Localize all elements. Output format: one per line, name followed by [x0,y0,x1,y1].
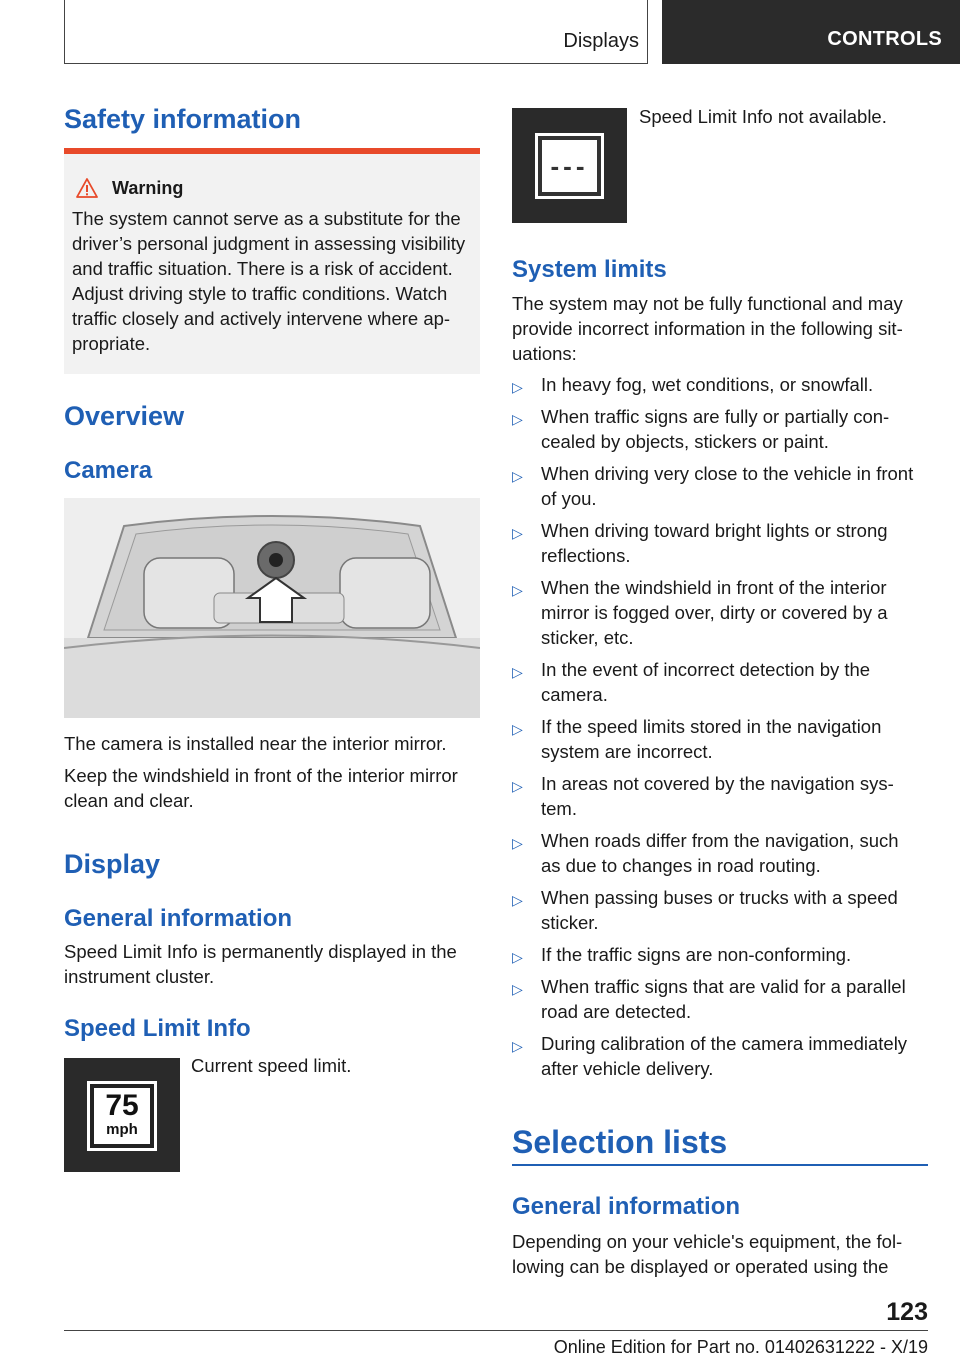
warning-line: The system cannot serve as a substitute for the [72,208,461,229]
system-limits-intro [512,291,932,366]
bullet-triangle-icon: ▷ [512,411,523,427]
system-limits-list [512,372,932,1088]
bullet-triangle-icon: ▷ [512,582,523,598]
header-chapter-tab [662,0,960,64]
list-item: ▷ When traffic signs that are valid for a parallel road are detected. [512,976,906,1022]
system-limits-line: uations: [512,343,577,364]
bullet-triangle-icon: ▷ [512,1038,523,1054]
bullet-triangle-icon: ▷ [512,778,523,794]
right-general-information-line: Depending on your vehicle's equipment, the fol‐ [512,1231,903,1252]
bullet-triangle-icon: ▷ [512,835,523,851]
warning-text [72,206,476,356]
page-number: 123 [886,1298,928,1326]
bullet-triangle-icon: ▷ [512,949,523,965]
bullet-triangle-icon: ▷ [512,892,523,908]
bullet-triangle-icon: ▷ [512,525,523,541]
speed-limit-number: 75 [105,1089,139,1122]
system-limits-heading: System limits [512,256,667,283]
bullet-triangle-icon: ▷ [512,721,523,737]
header-section-box [64,0,648,64]
general-information-heading: General information [64,905,293,932]
overview-heading: Overview [64,401,185,431]
footer-rule [64,1330,928,1331]
unavailable-dashes: --- [550,151,589,181]
speed-limit-info-heading: Speed Limit Info [64,1015,251,1042]
camera-text-2-line: clean and clear. [64,790,194,811]
system-limits-line: provide incorrect information in the following sit‐ [512,318,903,339]
warning-line: traffic closely and actively intervene where ap‐ [72,308,451,329]
speed-limit-sign-image [64,1058,180,1172]
speed-limit-unavailable-image [512,108,627,223]
warning-triangle-icon [76,178,98,198]
list-item: ▷ When roads differ from the navigation, such as due to changes in road routing. [512,830,899,876]
warning-line: Adjust driving style to traffic conditions. Watch [72,283,448,304]
selection-lists-heading: Selection lists [512,1124,728,1160]
general-information-line: instrument cluster. [64,966,215,987]
header-section-title: Displays [563,30,639,52]
header-chapter-title: CONTROLS [827,28,942,50]
system-limits-line: The system may not be fully functional and may [512,293,903,314]
general-information-text [64,939,484,989]
right-general-information-text [512,1229,932,1279]
list-item: ▷ If the traffic signs are non-conforming. [512,942,932,967]
speed-limit-unavailable-sign [538,136,601,196]
list-item: ▷ When traffic signs are fully or partially con‐ cealed by objects, stickers or paint. [512,406,890,452]
camera-text-2-line: Keep the windshield in front of the interior mirror [64,765,458,786]
not-available-text: Speed Limit Info not available. [639,106,887,127]
speed-limit-sign [90,1084,154,1148]
list-item: ▷ When passing buses or trucks with a speed sticker. [512,887,898,933]
camera-heading: Camera [64,457,153,484]
right-general-information-line: lowing can be displayed or operated using the [512,1256,889,1277]
camera-text-1: The camera is installed near the interior mirror. [64,733,447,754]
footer-edition-text: Online Edition for Part no. 01402631222 - X/19 [553,1337,928,1357]
list-item: ▷ If the speed limits stored in the navigation system are incorrect. [512,716,882,762]
display-heading: Display [64,849,161,879]
speed-limit-unit: mph [106,1121,138,1138]
warning-line: propriate. [72,333,151,354]
list-item: ▷ When driving very close to the vehicle in front of you. [512,463,914,509]
bullet-triangle-icon: ▷ [512,468,523,484]
bullet-triangle-icon: ▷ [512,981,523,997]
right-general-information-heading: General information [512,1193,741,1220]
camera-location-illustration [64,498,480,718]
warning-box [64,148,480,374]
bullet-triangle-icon: ▷ [512,664,523,680]
general-information-line: Speed Limit Info is permanently displayed in the [64,941,457,962]
list-item: ▷ In heavy fog, wet conditions, or snowfall. [512,372,932,397]
list-item: ▷ In areas not covered by the navigation sys‐ tem. [512,773,894,819]
bullet-triangle-icon: ▷ [512,379,523,395]
list-item: ▷ In the event of incorrect detection by the camera. [512,659,871,705]
warning-line: and traffic situation. There is a risk of accident. [72,258,453,279]
selection-lists-rule [512,1164,928,1166]
camera-text-2 [64,763,484,813]
list-item: ▷ When driving toward bright lights or strong reflections. [512,520,888,566]
list-item: ▷ During calibration of the camera immediately after vehicle delivery. [512,1033,908,1079]
warning-title: Warning [112,178,184,198]
list-item: ▷ When the windshield in front of the interior mirror is fogged over, dirty or covered by a sticker, etc. [512,577,888,648]
safety-heading: Safety information [64,104,302,134]
current-speed-limit-text: Current speed limit. [191,1055,352,1076]
warning-line: driver’s personal judgment in assessing visibility [72,233,466,254]
